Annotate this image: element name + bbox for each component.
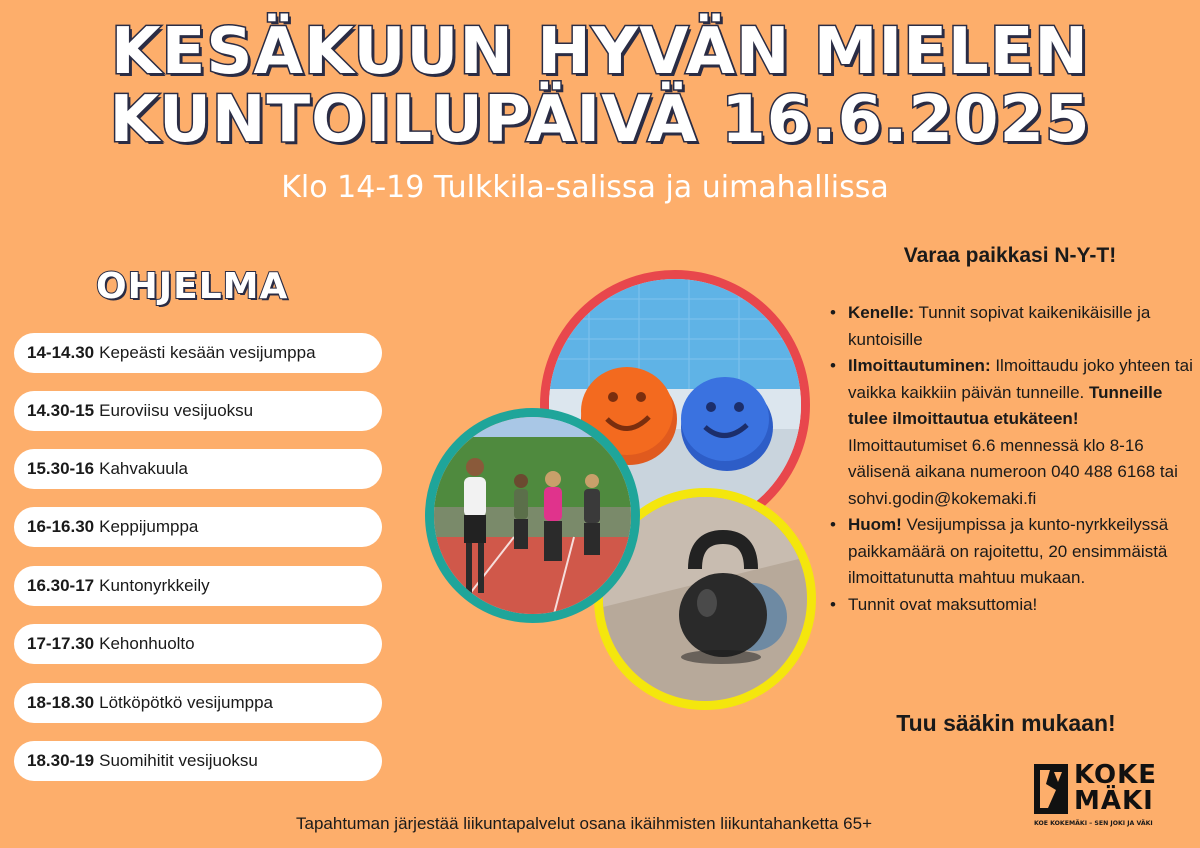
program-item <box>14 333 382 373</box>
title-line-1: KESÄKUUN HYVÄN MIELEN <box>111 15 1089 89</box>
logo-wordmark <box>1074 762 1157 814</box>
program-item-name: Kepeästi kesään vesijumppa <box>99 343 316 362</box>
program-item-time: 14-14.30 <box>27 343 95 362</box>
program-item <box>14 683 382 723</box>
program-item <box>14 507 382 547</box>
program-item <box>14 449 382 489</box>
info-text: Ilmoittautumiset 6.6 mennessä klo 8-16 välisenä aikana numeroon 040 488 6168 tai sohvi.godin@kokemaki.fi <box>848 435 1178 508</box>
info-item-ilmoittautuminen <box>828 353 1196 512</box>
title-line-2: KUNTOILUPÄIVÄ 16.6.2025 <box>109 83 1091 157</box>
info-label: Ilmoittautuminen: <box>848 356 991 375</box>
info-item-kenelle <box>828 300 1196 353</box>
info-label: Kenelle: <box>848 303 915 322</box>
program-item-time: 15.30-16 <box>27 459 95 478</box>
info-list <box>828 300 1196 618</box>
program-item-time: 18-18.30 <box>27 693 95 712</box>
program-item-name: Kuntonyrkkeily <box>99 576 210 595</box>
program-item <box>14 391 382 431</box>
closing-text: Tuu sääkin mukaan! <box>896 710 1116 736</box>
info-emphasis: Tunneille tulee ilmoittautua etukäteen! <box>848 382 1163 428</box>
info-text: Ilmoittaudu joko yhteen tai vaikka kaikkiin päivän tunneille. <box>848 356 1193 402</box>
program-item-time: 16-16.30 <box>27 517 95 536</box>
info-label: Huom! <box>848 515 902 534</box>
kokemaki-logo-mark-icon <box>1034 764 1068 814</box>
booking-heading: Varaa paikkasi N-Y-T! <box>903 244 1117 267</box>
program-item-name: Keppijumppa <box>99 517 199 536</box>
outdoor-exercise-image <box>434 417 631 614</box>
outdoor-exercise-photo <box>425 408 640 623</box>
info-item-huom <box>828 512 1196 592</box>
logo-line-2: MÄKI <box>1074 786 1154 816</box>
logo-tagline: KOE KOKEMÄKI – SEN JOKI JA VÄKI <box>1034 820 1153 827</box>
program-item-time: 17-17.30 <box>27 634 95 653</box>
info-text: Tunnit sopivat kaikenikäisille ja kuntoisille <box>848 303 1151 349</box>
info-text: Tunnit ovat maksuttomia! <box>848 594 1038 614</box>
program-item-name: Lötköpötkö vesijumppa <box>99 693 274 712</box>
program-item-time: 16.30-17 <box>27 576 95 595</box>
program-heading: OHJELMA <box>96 266 289 307</box>
program-item-name: Kahvakuula <box>99 459 188 478</box>
kokemaki-logo <box>1034 762 1164 832</box>
info-text: Vesijumpissa ja kunto-nyrkkeilyssä paikkamäärä on rajoitettu, 20 ensimmäistä ilmoittatunutta mahtuu mukaan. <box>848 515 1169 587</box>
program-item-time: 18.30-19 <box>27 751 95 770</box>
program-item <box>14 624 382 664</box>
program-item-name: Suomihitit vesijuoksu <box>99 751 258 770</box>
program-item-name: Kehonhuolto <box>99 634 195 653</box>
program-item <box>14 741 382 781</box>
info-item-free <box>828 592 1196 619</box>
program-item <box>14 566 382 606</box>
subtitle: Klo 14-19 Tulkkila-salissa ja uimahallissa <box>281 170 889 205</box>
logo-line-1: KOKE <box>1074 760 1157 790</box>
program-item-name: Euroviisu vesijuoksu <box>99 401 254 420</box>
footer-text: Tapahtuman järjestää liikuntapalvelut osana ikäihmisten liikuntahanketta 65+ <box>296 814 872 833</box>
program-item-time: 14.30-15 <box>27 401 95 420</box>
